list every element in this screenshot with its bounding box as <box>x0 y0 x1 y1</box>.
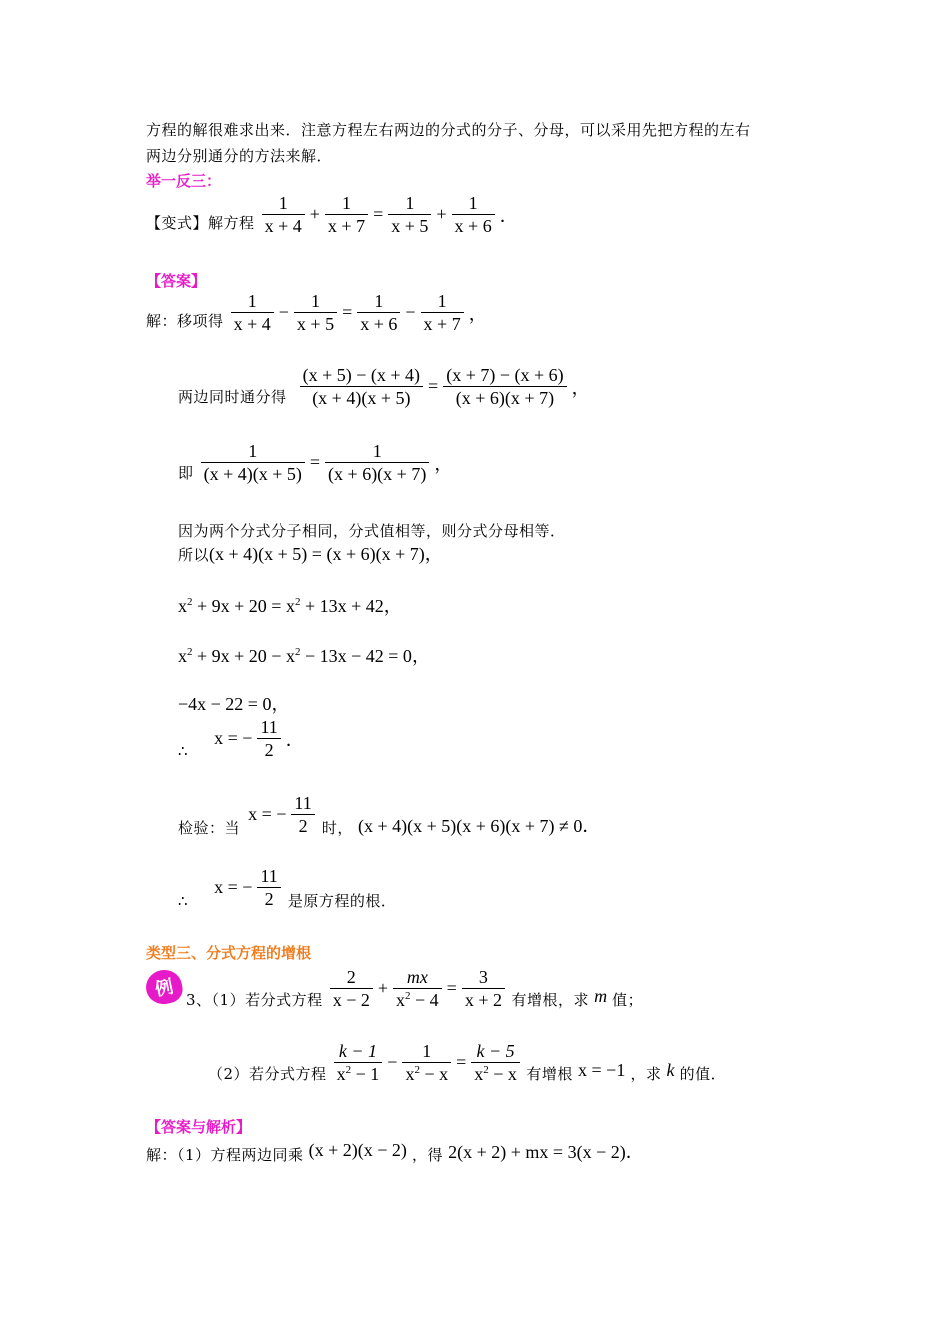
step-8: ∴ x = − $\frac{11}{2}$ ． <box>178 717 304 761</box>
step-1: 解：移项得 $\frac{1}{x + 4}$ − $\frac{1}{x + 5}$ = $\frac{1}{x + 6}$ − $\frac{1}{x + 7}$ ， <box>146 291 487 334</box>
question-3-part-1: 3、（1）若分式方程 $\frac{2}{x - 2}$ + $\frac{mx}{x^2 - 4}$ = $\frac{3}{x + 2}$ 有增根，求 m 值； <box>186 967 644 1010</box>
variant-row <box>146 192 521 237</box>
variant-equation: $\frac{1}{x + 4}$ + $\frac{1}{x + 7}$ = $\frac{1}{x + 5}$ + $\frac{1}{x + 6}$ ． <box>260 203 521 223</box>
example-badge-icon: 例 <box>143 967 185 1008</box>
intro-line-1: 方程的解很难求出来．注意方程左右两边的分式的分子、分母，可以采用先把方程的左右 <box>146 121 751 139</box>
root-row: ∴ x = − $\frac{11}{2}$ 是原方程的根． <box>178 866 397 910</box>
answer-heading: 【答案】 <box>146 272 207 290</box>
step-7: −4x − 22 = 0， <box>178 694 290 714</box>
intro-line-2: 两边分别通分的方法来解． <box>146 147 333 165</box>
type3-heading: 类型三、分式方程的增根 <box>146 944 312 962</box>
answer-analysis-heading: 【答案与解析】 <box>146 1118 252 1136</box>
variant-label: 【变式】解方程 <box>146 213 255 232</box>
practice-heading: 举一反三： <box>146 172 222 190</box>
reason-text: 因为两个分式分子相同，分式值相等，则分式分母相等． <box>178 522 566 540</box>
solution-row: 解：（1）方程两边同乘 (x + 2)(x − 2) ，得 2(x + 2) + mx = 3(x − 2)． <box>146 1140 644 1164</box>
step-6: $x^2 + 9x + 20 - x^2 - 13x - 42 = 0$， <box>178 646 430 666</box>
step-2: 两边同时通分得 $\frac{(x + 5) - (x + 4)}{(x + 4)(x + 5)}$ = $\frac{(x + 7) - (x + 6)}{(x + 6)(x + 7)}$ ， <box>178 365 590 408</box>
step-4: 所以(x + 4)(x + 5) = (x + 6)(x + 7)， <box>178 544 443 564</box>
step-5: $x^2 + 9x + 20 = x^2 + 13x + 42$， <box>178 596 402 616</box>
step-3: 即 $\frac{1}{(x + 4)(x + 5)}$ = $\frac{1}{(x + 6)(x + 7)}$ ， <box>178 441 453 484</box>
check-row: 检验：当 x = − $\frac{11}{2}$ 时， (x + 4)(x + 5)(x + 6)(x + 7) ≠ 0． <box>178 792 601 837</box>
question-3-part-2: （2）若分式方程 $\frac{k - 1}{x^2 - 1}$ − $\frac{1}{x^2 - x}$ = $\frac{k - 5}{x^2 - x}$ 有增根 x = −1 ，求 k 的值． <box>208 1041 727 1084</box>
